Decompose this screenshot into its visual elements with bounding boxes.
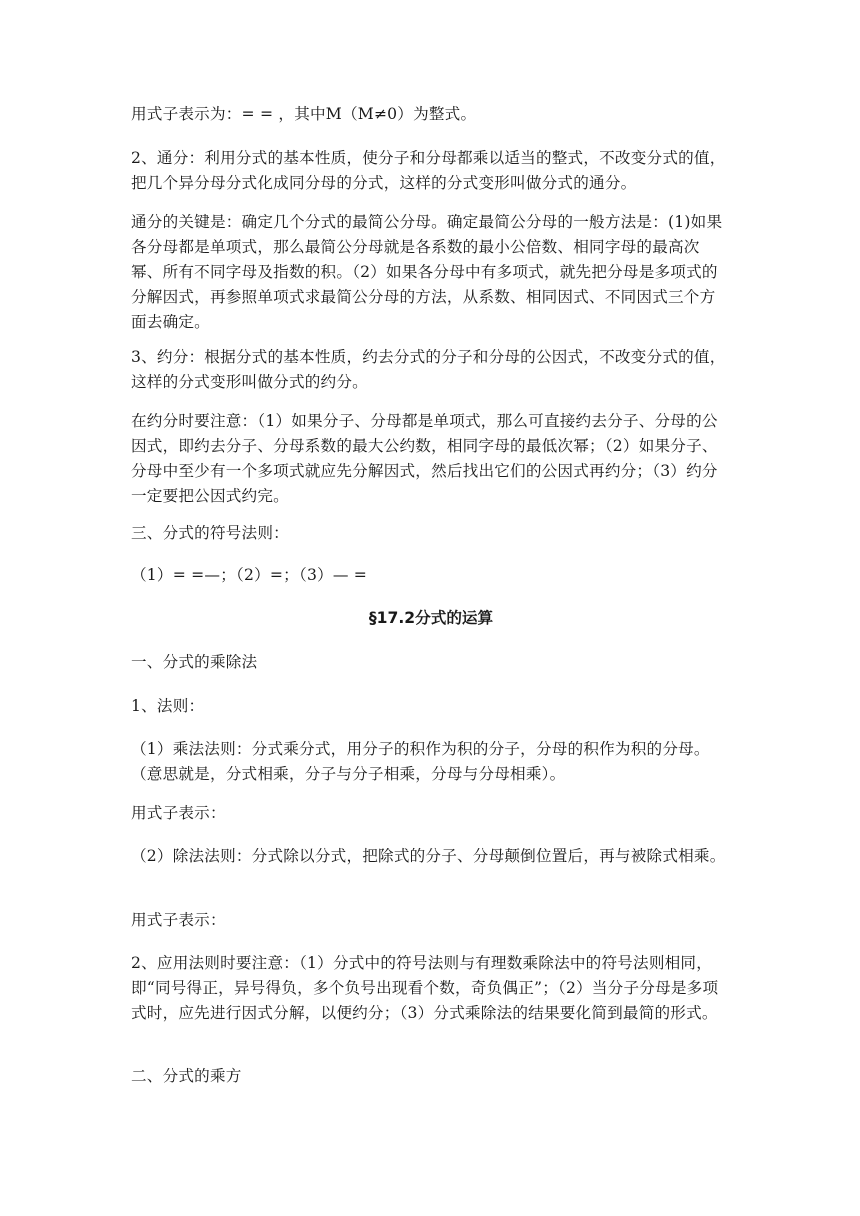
paragraph-application-notes: 2、应用法则时要注意：（1）分式中的符号法则与有理数乘除法中的符号法则相同，即“同号得正，异号得负，多个负号出现看个数，奇负偶正”；（2）当分子分母是多项式时，应先进行因式分解，以便约分；（3）分式乘除法的结果要化简到最简的形式。	[131, 954, 719, 1022]
paragraph-tongfen-key: 通分的关键是：确定几个分式的最简公分母。确定最简公分母的一般方法是：(1)如果各分母都是单项式，那么最简公分母就是各系数的最小公倍数、相同字母的最高次幂、所有不同字母及指数的积。（2）如果各分母中有多项式，就先把分母是多项式的分解因式，再参照单项式求最简公分母的方法，从系数、相同因式、不同因式三个方面去确定。	[131, 213, 723, 331]
paragraph-yuefen-definition: 3、约分：根据分式的基本性质，约去分式的分子和分母的公因式，不改变分式的值，这样的分式变形叫做分式的约分。	[131, 348, 726, 391]
paragraph-formula-label-1: 用式子表示：	[131, 804, 226, 822]
paragraph-rules-title: 1、法则：	[131, 697, 205, 715]
paragraph-division-rule: （2）除法法则：分式除以分式，把除式的分子、分母颠倒位置后，再与被除式相乘。	[131, 847, 726, 865]
document-page	[131, 0, 731, 1216]
paragraph-yuefen-notes: 在约分时要注意：（1）如果分子、分母都是单项式，那么可直接约去分子、分母的公因式，即约去分子、分母系数的最大公约数，相同字母的最低次幂；（2）如果分子、分母中至少有一个多项式就应先分解因式，然后找出它们的公因式再约分；（3）约分一定要把公因式约完。	[131, 412, 718, 505]
paragraph-tongfen-definition: 2、通分：利用分式的基本性质，使分子和分母都乘以适当的整式，不改变分式的值，把几个异分母分式化成同分母的分式，这样的分式变形叫做分式的通分。	[131, 149, 726, 192]
paragraph-multiplication-rule: （1）乘法法则：分式乘分式，用分子的积作为积的分子，分母的积作为积的分母。（意思就是，分式相乘，分子与分子相乘，分母与分母相乘）。	[131, 740, 710, 783]
paragraph-section-sign-rule: 三、分式的符号法则：	[131, 524, 289, 542]
paragraph-power-title: 二、分式的乘方	[131, 1067, 242, 1085]
paragraph-sign-rule-formulas: （1）= =—；（2）=；（3）— =	[131, 566, 368, 584]
section-heading: §17.2分式的运算	[368, 609, 494, 627]
paragraph-formula-expression: 用式子表示为：= = ，其中M（M≠0）为整式。	[131, 105, 477, 123]
paragraph-mult-div-title: 一、分式的乘除法	[131, 653, 258, 671]
paragraph-formula-label-2: 用式子表示：	[131, 911, 226, 929]
